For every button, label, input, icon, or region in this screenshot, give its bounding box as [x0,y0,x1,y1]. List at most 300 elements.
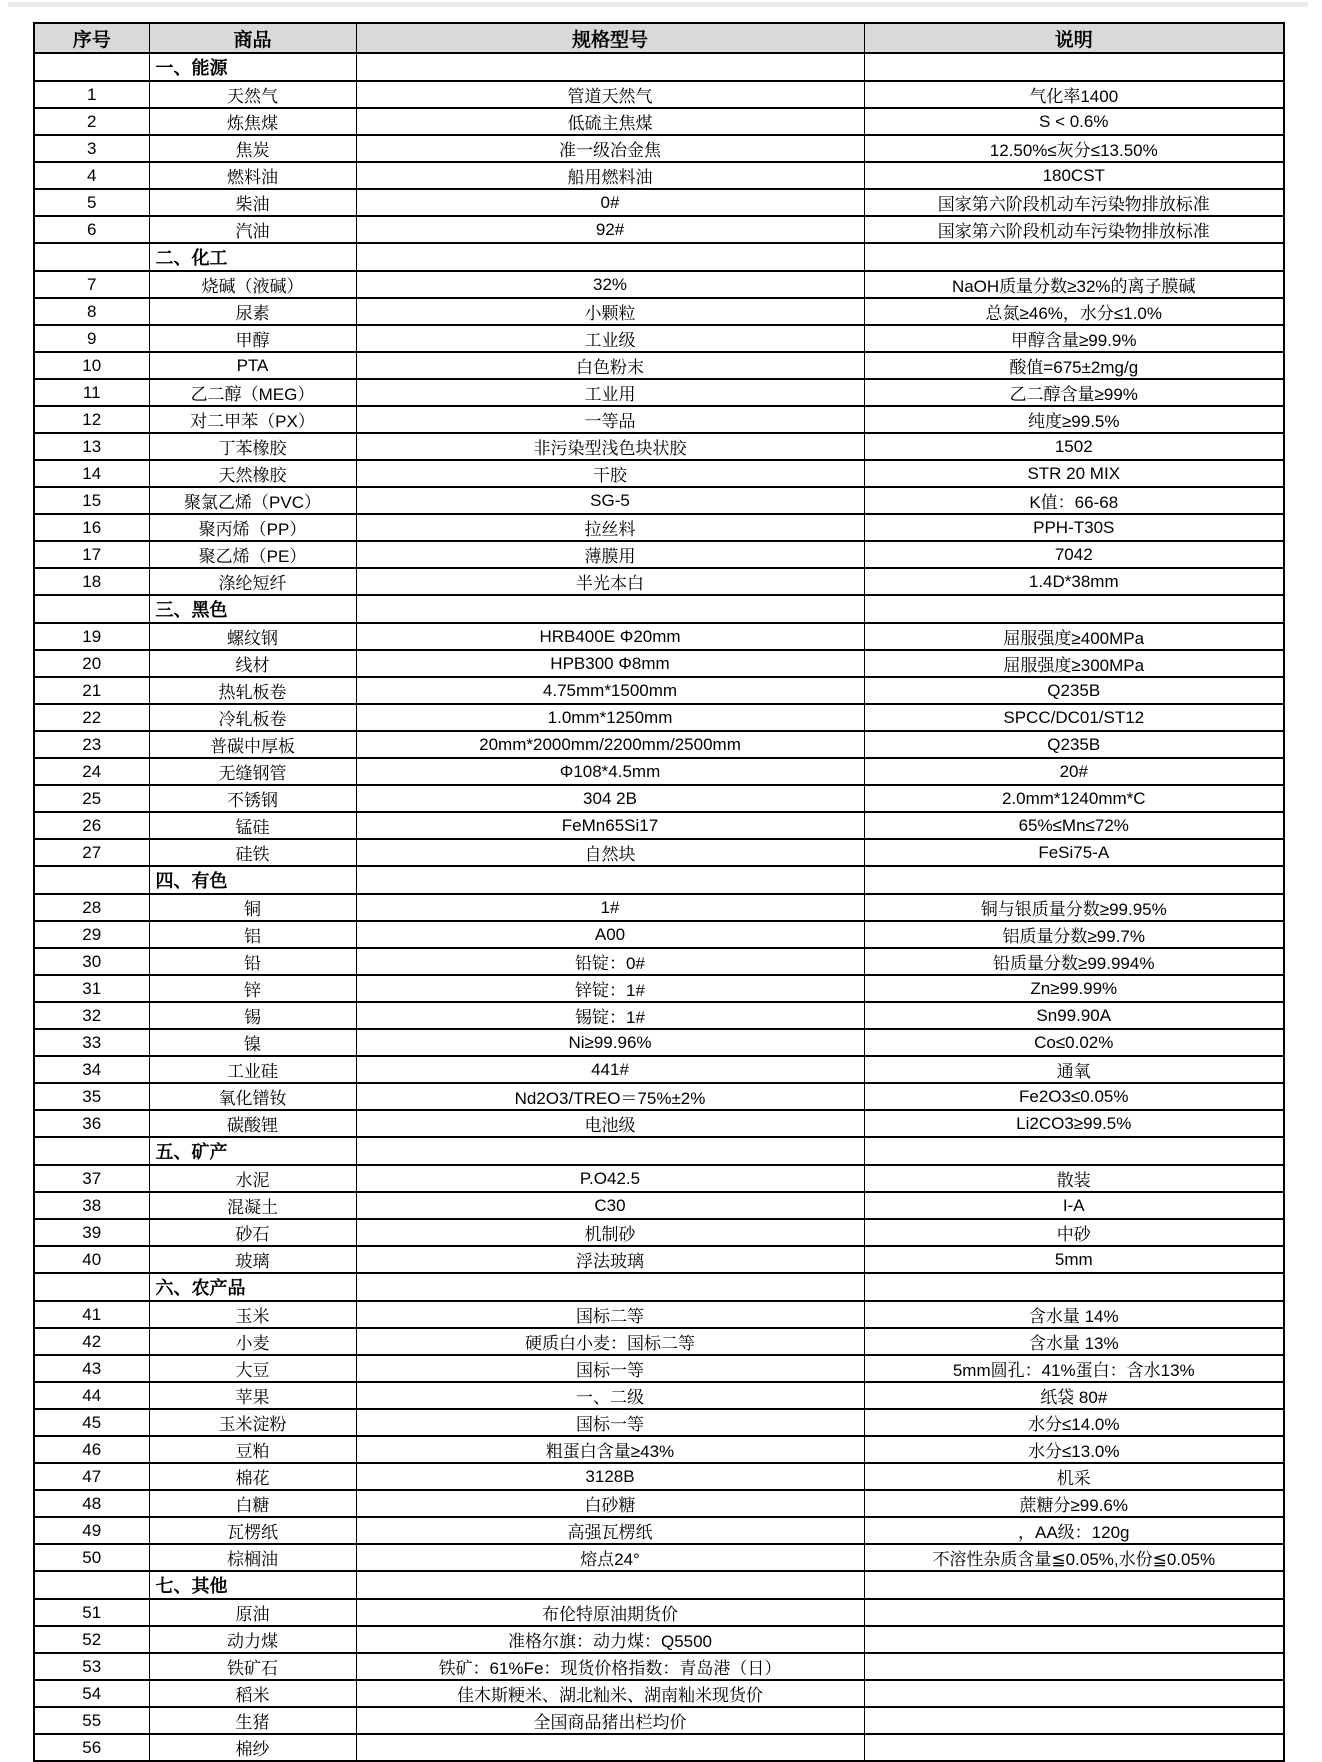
commodity-cell: 碳酸锂 [149,1110,356,1137]
spec-cell: 半光本白 [356,568,864,595]
desc-cell: 纸袋 80# [864,1382,1284,1409]
table-row [34,216,1284,243]
table-row [34,731,1284,758]
spec-cell: 20mm*2000mm/2200mm/2500mm [356,731,864,758]
table-row [34,1653,1284,1680]
row-no-cell: 30 [34,948,149,975]
commodity-cell: 汽油 [149,216,356,243]
table-row [34,1110,1284,1137]
spec-cell: 准一级冶金焦 [356,135,864,162]
commodity-cell: 大豆 [149,1355,356,1382]
row-no-cell: 11 [34,379,149,406]
commodity-cell: 乙二醇（MEG） [149,379,356,406]
table-row [34,975,1284,1002]
desc-cell: 20# [864,758,1284,785]
commodity-table [33,22,1285,1762]
desc-cell: 中砂 [864,1219,1284,1246]
row-no-cell: 48 [34,1490,149,1517]
table-body [34,53,1284,1761]
table-row [34,1517,1284,1544]
desc-cell: Q235B [864,677,1284,704]
table-row [34,758,1284,785]
table-row [34,1328,1284,1355]
row-no-cell: 22 [34,704,149,731]
table-row [34,487,1284,514]
table-row [34,81,1284,108]
table-row [34,812,1284,839]
commodity-cell: 工业硅 [149,1056,356,1083]
commodity-cell: 瓦楞纸 [149,1517,356,1544]
spec-cell: 一等品 [356,406,864,433]
spec-cell: 国标一等 [356,1409,864,1436]
spec-cell: SG-5 [356,487,864,514]
row-no-cell: 9 [34,325,149,352]
spec-cell: 工业级 [356,325,864,352]
commodity-cell: 冷轧板卷 [149,704,356,731]
row-no-cell: 39 [34,1219,149,1246]
table-row [34,704,1284,731]
row-no-cell: 16 [34,514,149,541]
commodity-cell: 热轧板卷 [149,677,356,704]
desc-cell: 甲醇含量≥99.9% [864,325,1284,352]
desc-cell: 含水量 13% [864,1328,1284,1355]
desc-cell: 国家第六阶段机动车污染物排放标准 [864,216,1284,243]
spec-cell: 铅锭：0# [356,948,864,975]
spec-cell: 铁矿：61%Fe：现货价格指数：青岛港（日） [356,1653,864,1680]
spec-cell: 工业用 [356,379,864,406]
row-no-cell: 33 [34,1029,149,1056]
table-row [34,1490,1284,1517]
commodity-cell: 豆粕 [149,1436,356,1463]
commodity-cell: 聚乙烯（PE） [149,541,356,568]
desc-cell [864,1707,1284,1734]
row-no-cell [34,53,149,81]
spec-cell: 304 2B [356,785,864,812]
section-label: 三、黑色 [149,595,356,623]
commodity-cell: 硅铁 [149,839,356,866]
commodity-cell: 锰硅 [149,812,356,839]
table-row [34,1626,1284,1653]
table-row [34,623,1284,650]
commodity-cell: 燃料油 [149,162,356,189]
spec-cell: Ni≥99.96% [356,1029,864,1056]
section-row [34,1137,1284,1165]
table-row [34,379,1284,406]
table-row [34,1002,1284,1029]
table-row [34,1707,1284,1734]
commodity-cell: 天然橡胶 [149,460,356,487]
desc-cell: 5mm [864,1246,1284,1273]
spec-cell: Nd2O3/TREO＝75%±2% [356,1083,864,1110]
row-no-cell: 2 [34,108,149,135]
commodity-cell: 甲醇 [149,325,356,352]
desc-cell: Fe2O3≤0.05% [864,1083,1284,1110]
desc-cell: STR 20 MIX [864,460,1284,487]
desc-cell: I-A [864,1192,1284,1219]
row-no-cell [34,1571,149,1599]
desc-cell: PPH-T30S [864,514,1284,541]
row-no-cell: 53 [34,1653,149,1680]
desc-cell: K值：66-68 [864,487,1284,514]
commodity-sheet [33,22,1285,1762]
spec-cell: 白色粉末 [356,352,864,379]
spec-cell: P.O42.5 [356,1165,864,1192]
commodity-cell: 锌 [149,975,356,1002]
commodity-cell: 玉米 [149,1301,356,1328]
spec-cell: C30 [356,1192,864,1219]
desc-cell [864,1571,1284,1599]
desc-cell [864,243,1284,271]
row-no-cell: 5 [34,189,149,216]
table-row [34,1599,1284,1626]
desc-cell [864,1734,1284,1761]
column-header-spec: 规格型号 [356,23,864,53]
table-row [34,1463,1284,1490]
spec-cell: 全国商品猪出栏均价 [356,1707,864,1734]
table-row [34,460,1284,487]
commodity-cell: 铁矿石 [149,1653,356,1680]
row-no-cell: 17 [34,541,149,568]
table-row [34,1192,1284,1219]
desc-cell: 机采 [864,1463,1284,1490]
desc-cell: Q235B [864,731,1284,758]
row-no-cell: 3 [34,135,149,162]
table-row [34,325,1284,352]
row-no-cell: 6 [34,216,149,243]
commodity-cell: 铜 [149,894,356,921]
spec-cell: 国标一等 [356,1355,864,1382]
desc-cell: 水分≤14.0% [864,1409,1284,1436]
table-row [34,1301,1284,1328]
table-row [34,1029,1284,1056]
row-no-cell: 35 [34,1083,149,1110]
spec-cell [356,1137,864,1165]
row-no-cell: 47 [34,1463,149,1490]
table-row [34,1544,1284,1571]
row-no-cell: 52 [34,1626,149,1653]
spec-cell [356,595,864,623]
spec-cell: HPB300 Φ8mm [356,650,864,677]
table-row [34,162,1284,189]
row-no-cell: 8 [34,298,149,325]
desc-cell: FeSi75-A [864,839,1284,866]
row-no-cell: 46 [34,1436,149,1463]
commodity-cell: 水泥 [149,1165,356,1192]
desc-cell [864,1137,1284,1165]
spec-cell: 32% [356,271,864,298]
row-no-cell: 14 [34,460,149,487]
section-row [34,1273,1284,1301]
spec-cell: Φ108*4.5mm [356,758,864,785]
commodity-cell: 生猪 [149,1707,356,1734]
row-no-cell: 27 [34,839,149,866]
commodity-cell: 螺纹钢 [149,623,356,650]
desc-cell [864,866,1284,894]
row-no-cell: 21 [34,677,149,704]
row-no-cell: 55 [34,1707,149,1734]
commodity-cell: 对二甲苯（PX） [149,406,356,433]
spec-cell: 薄膜用 [356,541,864,568]
table-row [34,1056,1284,1083]
row-no-cell: 36 [34,1110,149,1137]
row-no-cell: 12 [34,406,149,433]
desc-cell: SPCC/DC01/ST12 [864,704,1284,731]
spec-cell: 低硫主焦煤 [356,108,864,135]
table-row [34,271,1284,298]
desc-cell: Co≤0.02% [864,1029,1284,1056]
desc-cell [864,1653,1284,1680]
table-row [34,894,1284,921]
spec-cell: 电池级 [356,1110,864,1137]
column-header-desc: 说明 [864,23,1284,53]
desc-cell: S < 0.6% [864,108,1284,135]
row-no-cell: 15 [34,487,149,514]
spec-cell: 浮法玻璃 [356,1246,864,1273]
commodity-cell: 锡 [149,1002,356,1029]
spec-cell: 硬质白小麦：国标二等 [356,1328,864,1355]
row-no-cell: 24 [34,758,149,785]
row-no-cell: 28 [34,894,149,921]
row-no-cell: 42 [34,1328,149,1355]
row-no-cell: 51 [34,1599,149,1626]
row-no-cell: 13 [34,433,149,460]
desc-cell: NaOH质量分数≥32%的离子膜碱 [864,271,1284,298]
section-row [34,243,1284,271]
table-row [34,406,1284,433]
table-row [34,1409,1284,1436]
desc-cell: Zn≥99.99% [864,975,1284,1002]
spec-cell: A00 [356,921,864,948]
row-no-cell: 38 [34,1192,149,1219]
section-row [34,53,1284,81]
table-row [34,1734,1284,1761]
desc-cell [864,1626,1284,1653]
spec-cell [356,866,864,894]
row-no-cell: 31 [34,975,149,1002]
spec-cell: 准格尔旗：动力煤：Q5500 [356,1626,864,1653]
spec-cell [356,1571,864,1599]
header-row [34,23,1284,53]
spec-cell: FeMn65Si17 [356,812,864,839]
table-row [34,352,1284,379]
commodity-cell: 铅 [149,948,356,975]
table-row [34,1382,1284,1409]
table-row [34,108,1284,135]
spec-cell: 国标二等 [356,1301,864,1328]
commodity-cell: 砂石 [149,1219,356,1246]
desc-cell [864,595,1284,623]
row-no-cell: 40 [34,1246,149,1273]
commodity-cell: PTA [149,352,356,379]
section-row [34,1571,1284,1599]
desc-cell: 蔗糖分≥99.6% [864,1490,1284,1517]
desc-cell: Sn99.90A [864,1002,1284,1029]
desc-cell: 屈服强度≥400MPa [864,623,1284,650]
desc-cell: 180CST [864,162,1284,189]
spec-cell: 一、二级 [356,1382,864,1409]
row-no-cell: 34 [34,1056,149,1083]
desc-cell: 气化率1400 [864,81,1284,108]
table-row [34,921,1284,948]
section-label: 四、有色 [149,866,356,894]
table-row [34,1219,1284,1246]
commodity-cell: 镍 [149,1029,356,1056]
commodity-cell: 不锈钢 [149,785,356,812]
row-no-cell: 4 [34,162,149,189]
commodity-cell: 线材 [149,650,356,677]
commodity-cell: 柴油 [149,189,356,216]
table-row [34,1083,1284,1110]
desc-cell: 5mm圆孔：41%蛋白：含水13% [864,1355,1284,1382]
row-no-cell [34,595,149,623]
spec-cell [356,1734,864,1761]
table-row [34,1355,1284,1382]
table-row [34,785,1284,812]
section-label: 七、其他 [149,1571,356,1599]
commodity-cell: 天然气 [149,81,356,108]
desc-cell: 水分≤13.0% [864,1436,1284,1463]
desc-cell [864,1599,1284,1626]
spec-cell: 粗蛋白含量≥43% [356,1436,864,1463]
row-no-cell: 23 [34,731,149,758]
row-no-cell: 50 [34,1544,149,1571]
row-no-cell: 41 [34,1301,149,1328]
spec-cell: 自然块 [356,839,864,866]
row-no-cell: 54 [34,1680,149,1707]
desc-cell [864,1680,1284,1707]
desc-cell: 通氧 [864,1056,1284,1083]
section-label: 二、化工 [149,243,356,271]
spec-cell: 92# [356,216,864,243]
spec-cell: 佳木斯粳米、湖北籼米、湖南籼米现货价 [356,1680,864,1707]
desc-cell: 铅质量分数≥99.994% [864,948,1284,975]
table-row [34,298,1284,325]
spec-cell: 船用燃料油 [356,162,864,189]
table-header [34,23,1284,53]
spec-cell: 拉丝料 [356,514,864,541]
desc-cell: 纯度≥99.5% [864,406,1284,433]
commodity-cell: 稻米 [149,1680,356,1707]
commodity-cell: 棕榈油 [149,1544,356,1571]
table-row [34,1165,1284,1192]
spec-cell: 3128B [356,1463,864,1490]
commodity-cell: 铝 [149,921,356,948]
commodity-cell: 玉米淀粉 [149,1409,356,1436]
desc-cell: 1502 [864,433,1284,460]
spec-cell: 0# [356,189,864,216]
desc-cell: 屈服强度≥300MPa [864,650,1284,677]
spec-cell: HRB400E Φ20mm [356,623,864,650]
row-no-cell: 10 [34,352,149,379]
spec-cell: 非污染型浅色块状胶 [356,433,864,460]
commodity-cell: 尿素 [149,298,356,325]
row-no-cell [34,866,149,894]
table-row [34,135,1284,162]
commodity-cell: 聚丙烯（PP） [149,514,356,541]
commodity-cell: 焦炭 [149,135,356,162]
desc-cell: 2.0mm*1240mm*C [864,785,1284,812]
desc-cell: 铝质量分数≥99.7% [864,921,1284,948]
row-no-cell: 43 [34,1355,149,1382]
table-row [34,1436,1284,1463]
column-header-commodity: 商品 [149,23,356,53]
table-row [34,1680,1284,1707]
row-no-cell: 32 [34,1002,149,1029]
row-no-cell: 18 [34,568,149,595]
desc-cell: 散装 [864,1165,1284,1192]
desc-cell: 12.50%≤灰分≤13.50% [864,135,1284,162]
row-no-cell: 1 [34,81,149,108]
spec-cell: 4.75mm*1500mm [356,677,864,704]
desc-cell: 总氮≥46%，水分≤1.0% [864,298,1284,325]
table-row [34,189,1284,216]
desc-cell: Li2CO3≥99.5% [864,1110,1284,1137]
desc-cell: 乙二醇含量≥99% [864,379,1284,406]
spec-cell [356,1273,864,1301]
commodity-cell: 普碳中厚板 [149,731,356,758]
commodity-cell: 棉纱 [149,1734,356,1761]
spec-cell: 白砂糖 [356,1490,864,1517]
commodity-cell: 棉花 [149,1463,356,1490]
commodity-cell: 无缝钢管 [149,758,356,785]
table-row [34,568,1284,595]
desc-cell: 含水量 14% [864,1301,1284,1328]
spec-cell: 441# [356,1056,864,1083]
row-no-cell: 29 [34,921,149,948]
desc-cell: 国家第六阶段机动车污染物排放标准 [864,189,1284,216]
spec-cell: 1# [356,894,864,921]
commodity-cell: 混凝土 [149,1192,356,1219]
table-row [34,948,1284,975]
spec-cell: 锌锭：1# [356,975,864,1002]
table-row [34,433,1284,460]
row-no-cell [34,1137,149,1165]
row-no-cell: 56 [34,1734,149,1761]
commodity-cell: 白糖 [149,1490,356,1517]
section-row [34,595,1284,623]
section-label: 五、矿产 [149,1137,356,1165]
spec-cell: 机制砂 [356,1219,864,1246]
spec-cell: 1.0mm*1250mm [356,704,864,731]
row-no-cell: 19 [34,623,149,650]
section-label: 一、能源 [149,53,356,81]
desc-cell: ，AA级：120g [864,1517,1284,1544]
table-row [34,1246,1284,1273]
commodity-cell: 小麦 [149,1328,356,1355]
desc-cell [864,1273,1284,1301]
row-no-cell: 26 [34,812,149,839]
spec-cell: 锡锭：1# [356,1002,864,1029]
row-no-cell: 25 [34,785,149,812]
spec-cell [356,243,864,271]
section-label: 六、农产品 [149,1273,356,1301]
spec-cell: 小颗粒 [356,298,864,325]
row-no-cell: 44 [34,1382,149,1409]
commodity-cell: 苹果 [149,1382,356,1409]
commodity-cell: 烧碱（液碱） [149,271,356,298]
desc-cell: 铜与银质量分数≥99.95% [864,894,1284,921]
row-no-cell: 20 [34,650,149,677]
spec-cell: 高强瓦楞纸 [356,1517,864,1544]
row-no-cell: 37 [34,1165,149,1192]
table-row [34,541,1284,568]
commodity-cell: 炼焦煤 [149,108,356,135]
commodity-cell: 动力煤 [149,1626,356,1653]
table-row [34,650,1284,677]
page-top-smudge [8,2,1308,7]
table-row [34,677,1284,704]
spec-cell: 管道天然气 [356,81,864,108]
